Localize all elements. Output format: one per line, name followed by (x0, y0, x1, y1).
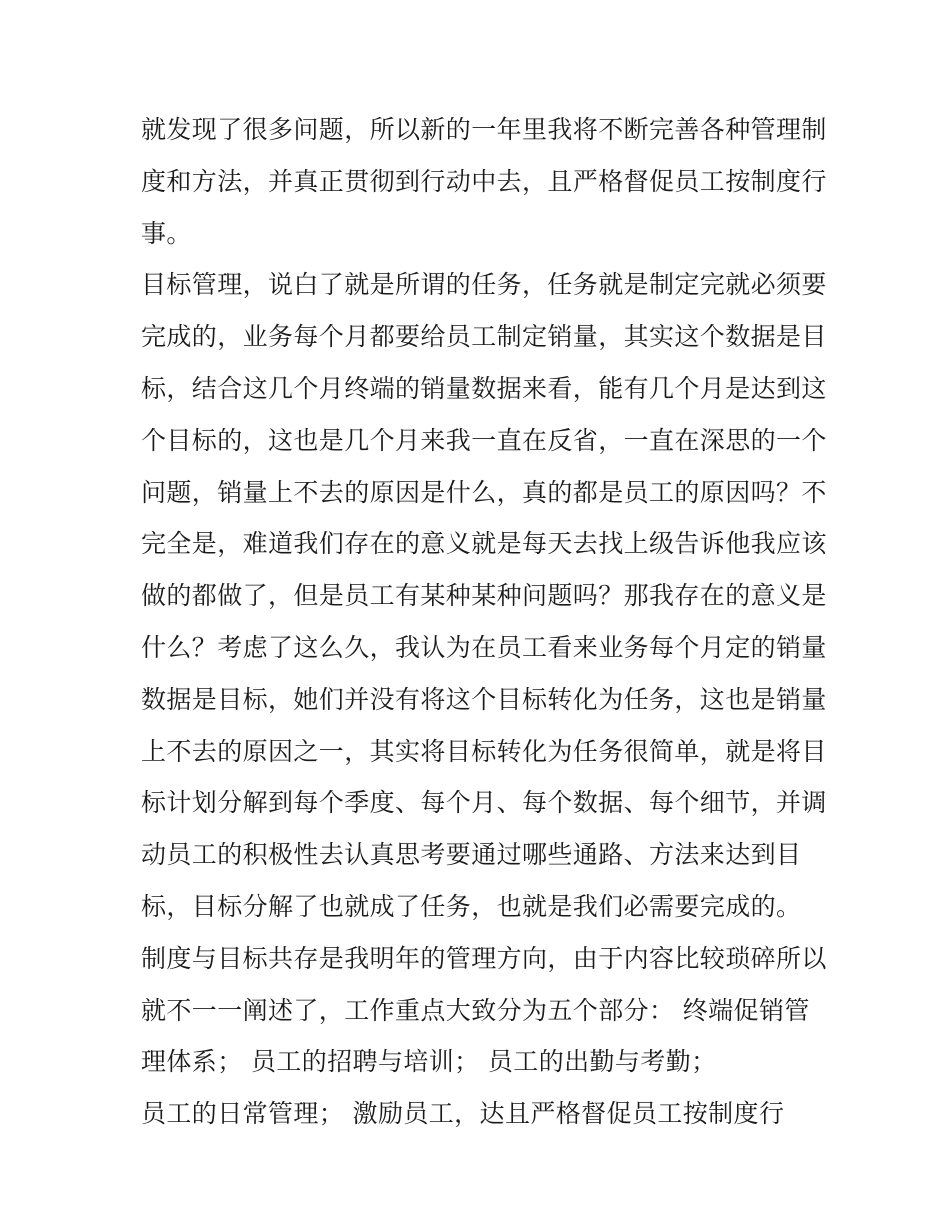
text-line: 上不去的原因之一，其实将目标转化为任务很简单，就是将目 (141, 736, 827, 766)
text-line: 个目标的，这也是几个月来我一直在反省，一直在深思的一个 (141, 425, 827, 455)
text-line: 就不一一阐述了，工作重点大致分为五个部分： 终端促销管 (141, 995, 810, 1025)
text-line: 数据是目标，她们并没有将这个目标转化为任务，这也是销量 (141, 684, 827, 714)
text-line: 制度与目标共存是我明年的管理方向，由于内容比较琐碎所以 (141, 943, 827, 973)
text-line: 目标管理，说白了就是所谓的任务，任务就是制定完就必须要 (141, 270, 827, 300)
text-line: 完成的，业务每个月都要给员工制定销量，其实这个数据是目 (141, 322, 827, 352)
text-line: 事。 (141, 218, 192, 248)
text-line: 做的都做了，但是员工有某种某种问题吗？那我存在的意义是 (141, 581, 827, 611)
text-line: 什么？考虑了这么久，我认为在员工看来业务每个月定的销量 (141, 632, 827, 662)
text-line: 动员工的积极性去认真思考要通过哪些通路、方法来达到目 (141, 840, 802, 870)
text-line: 员工的日常管理； 激励员工，达且严格督促员工按制度行 (141, 1099, 785, 1129)
text-line: 标计划分解到每个季度、每个月、每个数据、每个细节，并调 (141, 788, 827, 818)
text-line: 理体系； 员工的招聘与培训； 员工的出勤与考勤； (141, 1047, 717, 1077)
text-line: 完全是，难道我们存在的意义就是每天去找上级告诉他我应该 (141, 529, 827, 559)
text-line: 问题，销量上不去的原因是什么，真的都是员工的原因吗？不 (141, 477, 827, 507)
text-line: 标，目标分解了也就成了任务，也就是我们必需要完成的。 (141, 891, 802, 921)
document-body (141, 104, 827, 1140)
text-line: 就发现了很多问题，所以新的一年里我将不断完善各种管理制 (141, 115, 827, 144)
text-line: 标，结合这几个月终端的销量数据来看，能有几个月是达到这 (141, 373, 827, 403)
text-line: 度和方法，并真正贯彻到行动中去，且严格督促员工按制度行 (141, 166, 827, 196)
